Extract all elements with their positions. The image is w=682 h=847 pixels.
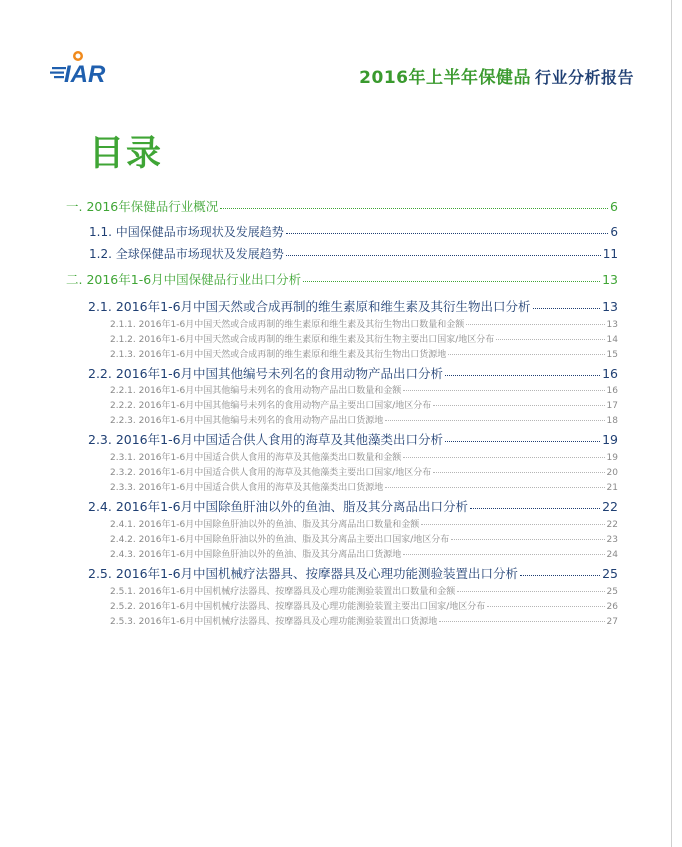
toc-leader (220, 208, 608, 209)
toc-leader (286, 233, 609, 234)
toc-leader (487, 606, 604, 607)
toc-entry-2-4[interactable] (88, 497, 618, 515)
toc-entry-2-5-3[interactable] (110, 614, 618, 627)
toc-entry-text: 2.1.3. 2016年1-6月中国天然或合成再制的维生素原和维生素及其衍生物出口货源地 (110, 350, 447, 360)
toc-entry-2-4-1[interactable] (110, 517, 618, 530)
toc-entry-2-1-2[interactable] (110, 332, 618, 345)
page-title: 目录 (89, 134, 164, 174)
toc-entry-2-5[interactable] (88, 564, 618, 582)
toc-leader (451, 539, 604, 540)
toc-entry-page: 16 (602, 366, 618, 381)
toc-entry-text: 2.2.1. 2016年1-6月中国其他编号未列名的食用动物产品出口数量和金额 (110, 386, 402, 396)
toc-entry-2-1-1[interactable] (110, 317, 618, 330)
toc-leader (445, 441, 600, 442)
toc-entry-page: 19 (602, 432, 618, 447)
logo-icon (50, 50, 136, 86)
toc-entry-text: 2.2.3. 2016年1-6月中国其他编号未列名的食用动物产品出口货源地 (110, 416, 384, 426)
toc-entry-2-2-3[interactable] (110, 413, 618, 426)
toc-entry-page: 22 (602, 499, 618, 514)
toc-leader (286, 255, 601, 256)
toc-entry-page: 13 (602, 272, 618, 287)
toc-entry-text: 2.5.3. 2016年1-6月中国机械疗法器具、按摩器具及心理功能测验装置出口货源地 (110, 617, 438, 627)
toc-entry-text: 2.5. 2016年1-6月中国机械疗法器具、按摩器具及心理功能测验装置出口分析 (88, 566, 519, 581)
toc-entry-text: 1.1. 中国保健品市场现状及发展趋势 (89, 225, 284, 239)
toc-entry-text: 2.2.2. 2016年1-6月中国其他编号未列名的食用动物产品主要出口国家/地区分布 (110, 401, 432, 411)
toc-entry-text: 2.3.2. 2016年1-6月中国适合供人食用的海草及其他藻类主要出口国家/地区分布 (110, 468, 432, 478)
toc-entry-text: 2.2. 2016年1-6月中国其他编号未列名的食用动物产品出口分析 (88, 366, 444, 381)
toc-entry-page: 25 (602, 566, 618, 581)
toc-entry-text: 2.5.1. 2016年1-6月中国机械疗法器具、按摩器具及心理功能测验装置出口数量和金额 (110, 587, 456, 597)
toc-leader (433, 405, 604, 406)
toc-entry-1-2[interactable] (89, 245, 618, 262)
toc-leader (403, 457, 604, 458)
toc-entry-2-2-1[interactable] (110, 383, 618, 396)
toc-leader (403, 390, 604, 391)
toc-entry-page: 11 (602, 247, 618, 261)
toc-leader (466, 324, 604, 325)
toc-entry-page: 18 (606, 416, 618, 426)
toc-entry-2-2-2[interactable] (110, 398, 618, 411)
toc-entry-text: 1.2. 全球保健品市场现状及发展趋势 (89, 247, 284, 261)
toc-entry-page: 23 (606, 535, 618, 545)
toc-leader (470, 508, 600, 509)
toc-entry-text: 2.3.3. 2016年1-6月中国适合供人食用的海草及其他藻类出口货源地 (110, 483, 384, 493)
toc-entry-page: 24 (606, 550, 618, 560)
toc-leader (439, 621, 604, 622)
toc-entry-page: 21 (606, 483, 618, 493)
toc-leader (403, 554, 604, 555)
toc-entry-text: 2.1. 2016年1-6月中国天然或合成再制的维生素原和维生素及其衍生物出口分析 (88, 299, 531, 314)
svg-text:IAR: IAR (64, 61, 106, 86)
toc-entry-1-1[interactable] (89, 223, 618, 240)
toc-leader (385, 420, 604, 421)
toc-entry-text: 一. 2016年保健品行业概况 (66, 199, 219, 214)
toc-entry-page: 6 (610, 199, 618, 214)
toc-entry-2-3-3[interactable] (110, 480, 618, 493)
toc-entry-text: 2.1.2. 2016年1-6月中国天然或合成再制的维生素原和维生素及其衍生物主要出口国家/地区分布 (110, 335, 495, 345)
toc-leader (303, 281, 600, 282)
toc-entry-text: 二. 2016年1-6月中国保健品行业出口分析 (66, 272, 302, 287)
iar-logo (50, 50, 136, 86)
toc-entry-2-2[interactable] (88, 364, 618, 382)
toc-entry-page: 15 (606, 350, 618, 360)
toc-entry-page: 22 (606, 520, 618, 530)
toc-entry-page: 19 (606, 453, 618, 463)
report-title (359, 63, 634, 88)
toc-leader (445, 375, 600, 376)
toc-leader (421, 524, 604, 525)
toc-entry-text: 2.4. 2016年1-6月中国除鱼肝油以外的鱼油、脂及其分离品出口分析 (88, 499, 469, 514)
toc-entry-text: 2.5.2. 2016年1-6月中国机械疗法器具、按摩器具及心理功能测验装置主要出口国家/地区分布 (110, 602, 486, 612)
toc-entry-page: 13 (602, 299, 618, 314)
toc-entry-page: 14 (606, 335, 618, 345)
toc-entry-text: 2.4.3. 2016年1-6月中国除鱼肝油以外的鱼油、脂及其分离品出口货源地 (110, 550, 402, 560)
toc-entry-page: 6 (610, 225, 618, 239)
toc-entry-2-1[interactable] (88, 297, 618, 315)
report-title-main: 2016年上半年保健品 (359, 68, 531, 88)
toc-entry-page: 13 (606, 320, 618, 330)
toc-entry-1[interactable] (66, 197, 618, 215)
toc-entry-2-3[interactable] (88, 430, 618, 448)
toc-leader (433, 472, 604, 473)
toc-leader (520, 575, 600, 576)
toc-entry-2[interactable] (66, 270, 618, 288)
toc-entry-2-4-3[interactable] (110, 547, 618, 560)
toc-entry-text: 2.4.2. 2016年1-6月中国除鱼肝油以外的鱼油、脂及其分离品主要出口国家/地区分布 (110, 535, 450, 545)
toc-leader (385, 487, 604, 488)
report-title-sub: 行业分析报告 (534, 68, 634, 87)
toc-entry-text: 2.3.1. 2016年1-6月中国适合供人食用的海草及其他藻类出口数量和金额 (110, 453, 402, 463)
toc-entry-page: 17 (606, 401, 618, 411)
toc-entry-2-3-2[interactable] (110, 465, 618, 478)
toc-entry-page: 27 (606, 617, 618, 627)
toc-entry-text: 2.4.1. 2016年1-6月中国除鱼肝油以外的鱼油、脂及其分离品出口数量和金额 (110, 520, 420, 530)
toc-entry-2-3-1[interactable] (110, 450, 618, 463)
toc-leader (457, 591, 604, 592)
toc-entry-text: 2.3. 2016年1-6月中国适合供人食用的海草及其他藻类出口分析 (88, 432, 444, 447)
toc-entry-page: 25 (606, 587, 618, 597)
toc-entry-page: 16 (606, 386, 618, 396)
toc-entry-2-5-1[interactable] (110, 584, 618, 597)
toc-entry-2-4-2[interactable] (110, 532, 618, 545)
toc-entry-2-1-3[interactable] (110, 347, 618, 360)
toc-leader (533, 308, 601, 309)
toc-entry-2-5-2[interactable] (110, 599, 618, 612)
toc-leader (496, 339, 604, 340)
toc-entry-page: 26 (606, 602, 618, 612)
toc-entry-page: 20 (606, 468, 618, 478)
toc-leader (448, 354, 604, 355)
toc-entry-text: 2.1.1. 2016年1-6月中国天然或合成再制的维生素原和维生素及其衍生物出口数量和金额 (110, 320, 465, 330)
